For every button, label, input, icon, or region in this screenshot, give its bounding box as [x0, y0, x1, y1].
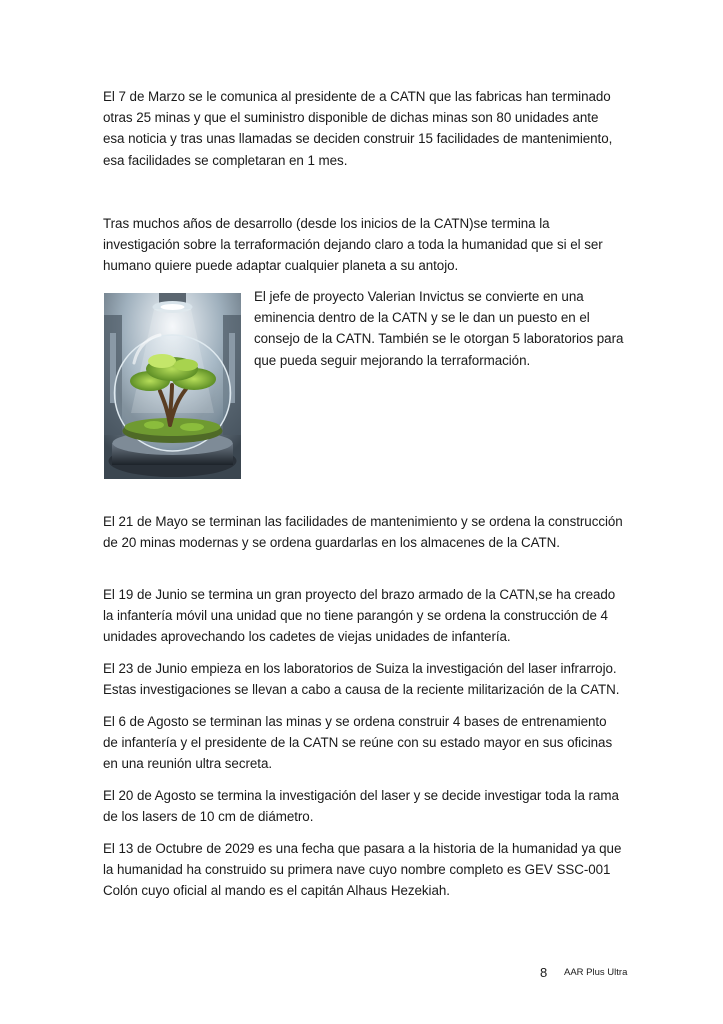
paragraph-minas-marzo: El 7 de Marzo se le comunica al presidente de a CATN que las fabricas han terminado otras 25 minas y que el suministro disponible de dichas minas son 80 unidades ante esa noticia y tras unas llamadas se deciden construir 15 facilidades de mantenimiento, esa facilidades se completaran en 1 mes. — [103, 89, 613, 168]
paragraph-terraformacion: Tras muchos años de desarrollo (desde los inicios de la CATN)se termina la investigación sobre la terraformación dejando claro a toda la humanidad que si el ser humano quiere puede adaptar cualquier planeta a su antojo. — [103, 216, 603, 274]
paragraph-agosto-minas: El 6 de Agosto se terminan las minas y se ordena construir 4 bases de entrenamiento de infantería y el presidente de la CATN se reúne con su estado mayor en sus oficinas en una reunión ultra secreta. — [103, 714, 613, 772]
page-number: 8 — [540, 965, 548, 980]
terrarium-tree-illustration — [104, 293, 241, 479]
footer-label: AAR Plus Ultra — [564, 967, 628, 978]
paragraph-valerian-invictus: El jefe de proyecto Valerian Invictus se convierte en una eminencia dentro de la CATN y se le dan un puesto en el consejo de la CATN. También se le otorgan 5 laboratorios para que pueda seguir mejorando la terraformación. — [254, 289, 624, 368]
paragraph-mayo: El 21 de Mayo se terminan las facilidades de mantenimiento y se ordena la construcción de 20 minas modernas y se ordena guardarlas en los almacenes de la CATN. — [103, 514, 623, 551]
paragraph-junio-laser: El 23 de Junio empieza en los laboratorios de Suiza la investigación del laser infrarrojo. Estas investigaciones se llevan a cabo a causa de la reciente militarización de la CATN. — [103, 661, 620, 698]
paragraph-agosto-laser: El 20 de Agosto se termina la investigación del laser y se decide investigar toda la rama de los lasers de 10 cm de diámetro. — [103, 788, 619, 825]
paragraph-octubre-nave: El 13 de Octubre de 2029 es una fecha que pasara a la historia de la humanidad ya que la humanidad ha construido su primera nave cuyo nombre completo es GEV SSC-001 Colón cuyo oficial al mando es el capitán Alhaus Hezekiah. — [103, 841, 622, 899]
paragraph-junio-infanteria: El 19 de Junio se termina un gran proyecto del brazo armado de la CATN,se ha creado la infantería móvil una unidad que no tiene parangón y se ordena la construcción de 4 unidades aprovechando los cadetes de viejas unidades de infantería. — [103, 587, 616, 645]
